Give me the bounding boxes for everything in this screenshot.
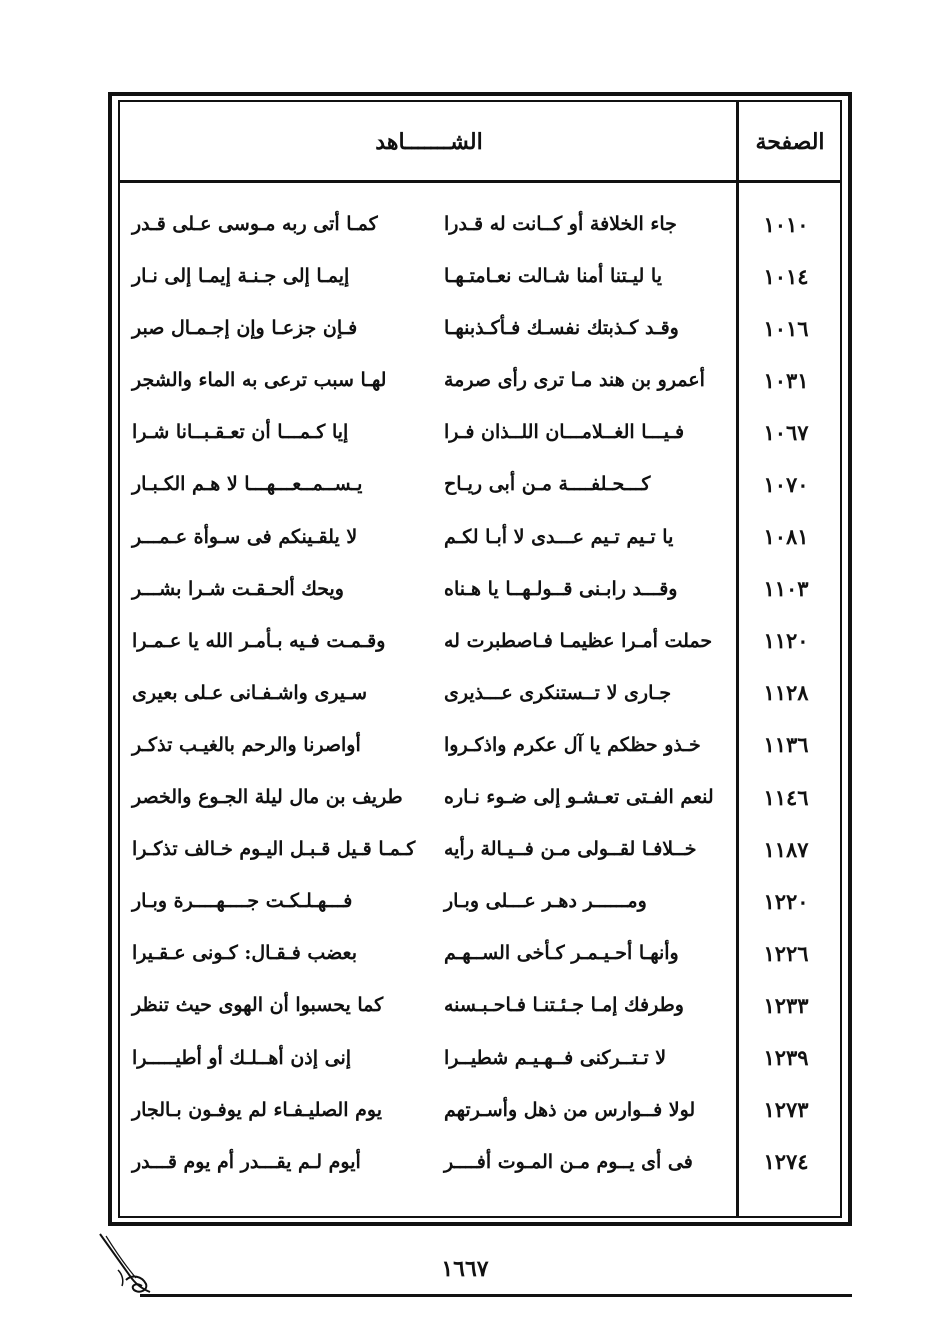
page-ref: ١٢٧٣ bbox=[763, 1097, 809, 1123]
verse-first-hemistich: ومــــــر دهـر عـــلى وبـار bbox=[444, 890, 647, 913]
verse-second-hemistich: يـســمــعـــهـــا لا هـم الكـبـار bbox=[132, 473, 363, 496]
verse-first-hemistich: لولا فــوارس من ذهل وأسـرتهم bbox=[444, 1098, 696, 1121]
verse-first-hemistich: حملت أمـرا عظيمـا فـاصطبرت له bbox=[444, 629, 713, 652]
table-row bbox=[124, 198, 838, 250]
page-ref: ١٢٣٩ bbox=[763, 1045, 809, 1070]
verse-first-hemistich: وقـد كـذبتك نفسـك فـأكـذبنهـا bbox=[444, 317, 679, 340]
verse-first-hemistich: يا ليـتنا أمنا شـالت نعـامتـهـا bbox=[444, 265, 662, 288]
page-number: ١٦٦٧ bbox=[441, 1256, 489, 1282]
table-row bbox=[124, 771, 838, 823]
table-row bbox=[124, 458, 838, 510]
verse-first-hemistich: وقـــد رابـنى قــولـهــا يا هـناه bbox=[444, 577, 678, 600]
verse-second-hemistich: يوم الصليـفـاء لم يوفـون بـالجار bbox=[132, 1098, 382, 1121]
verse-first-hemistich: جـارى لا تــستنكرى عـــذيرى bbox=[444, 681, 672, 704]
verse-first-hemistich: لنعم الفـتى تعـشـو إلى ضـوء نـاره bbox=[444, 786, 714, 809]
page-ref: ١٢٢٠ bbox=[763, 888, 809, 914]
verse-first-hemistich: خــلافـا لقــولى مـن فــيـالة رأيه bbox=[444, 838, 697, 861]
verse-second-hemistich: أيوم لـم يقـــدر أم يوم قـــدر bbox=[132, 1150, 361, 1173]
verse-second-hemistich: إيا كـمـــا أن تعـقـبــانا شـرا bbox=[132, 421, 349, 444]
verse-first-hemistich: وأنهـا أحـيـمـر كـأخى الســهـم bbox=[444, 942, 679, 965]
verse-second-hemistich: إيمـا إلى جـنـة إيمـا إلى نـار bbox=[132, 265, 350, 288]
verse-second-hemistich: فـإن جزعـا وإن إجـمـال صبر bbox=[132, 317, 358, 340]
verse-first-hemistich: خـذو حظكم يا آل عكرم واذكـروا bbox=[444, 733, 701, 756]
verse-second-hemistich: كمـا أتى ربه مـوسى عـلى قـدر bbox=[132, 213, 378, 235]
page-ref: ١٢٢٦ bbox=[763, 940, 809, 966]
header-divider bbox=[120, 180, 840, 183]
verse-second-hemistich: كما يحسبوا أن الهوى حيث تنظر bbox=[132, 994, 384, 1017]
page-ref: ١٢٣٣ bbox=[763, 992, 809, 1018]
page-ref: ١١٢٨ bbox=[763, 680, 809, 706]
header-witness-column: الشـــــــاهد bbox=[375, 129, 483, 155]
page-ref: ١١٨٧ bbox=[763, 836, 809, 862]
table-row bbox=[124, 1136, 838, 1188]
verse-second-hemistich: لا يلقـينكم فى سـوأة عـمـــر bbox=[132, 525, 358, 548]
page-ref: ١٠١٠ bbox=[763, 211, 809, 237]
verse-first-hemistich: أعمرو بن هند مـا ترى رأى صرمة bbox=[444, 369, 705, 392]
page-ref: ١٠٧٠ bbox=[763, 471, 809, 497]
verse-first-hemistich: فـيـــا الغــلامـــان اللــذان فـرا bbox=[444, 421, 685, 444]
verse-second-hemistich: كـمـا قـيل قـبـل اليـوم خـالف تذكـرا bbox=[132, 838, 416, 861]
page-ref: ١١٠٣ bbox=[763, 576, 809, 602]
footer-rule bbox=[140, 1294, 852, 1297]
page-ref: ١١٣٦ bbox=[763, 732, 809, 758]
verse-second-hemistich: سـيرى واشـفـانى عـلى بعيرى bbox=[132, 681, 368, 704]
page-ref: ١٠٨١ bbox=[763, 524, 809, 550]
table-row bbox=[124, 979, 838, 1031]
table-row bbox=[124, 615, 838, 667]
header-page-column: الصفحة bbox=[755, 129, 825, 155]
verse-second-hemistich: أواصرنا والرحم بالغيـب تذكـر bbox=[132, 733, 361, 756]
table-row bbox=[124, 1084, 838, 1136]
verse-second-hemistich: ويحك ألحـقـت شـرا بشـــر bbox=[132, 577, 344, 600]
table-row bbox=[124, 511, 838, 563]
table-row bbox=[124, 927, 838, 979]
verse-first-hemistich: لا تـتــركنى فــهـيـم شطيــرا bbox=[444, 1046, 667, 1069]
table-row bbox=[124, 719, 838, 771]
table-row bbox=[124, 823, 838, 875]
witness-table-body bbox=[124, 198, 838, 1188]
table-row bbox=[124, 1032, 838, 1084]
verse-second-hemistich: وقـمـت فـيه بـأمـر الله يا عـمـرا bbox=[132, 629, 386, 652]
page-ref: ١٠١٦ bbox=[763, 315, 809, 341]
page-ref: ١٠٣١ bbox=[763, 367, 809, 393]
verse-second-hemistich: فـــهـلـكـت جــــهــــرة وبـار bbox=[132, 890, 353, 913]
quill-ornament-icon bbox=[96, 1228, 166, 1300]
verse-first-hemistich: وطرفك إمـا جـئـتنـا فـاحـبـسنه bbox=[444, 994, 684, 1017]
table-row bbox=[124, 667, 838, 719]
verse-first-hemistich: يا تـيم تـيم عـــدى لا أبـا لكـم bbox=[444, 525, 674, 548]
table-row bbox=[124, 250, 838, 302]
verse-second-hemistich: لهـا سبب ترعى به الماء والشجر bbox=[132, 369, 387, 392]
verse-second-hemistich: إنى إذن أهــلـك أو أطيـــــرا bbox=[132, 1046, 352, 1069]
table-row bbox=[124, 406, 838, 458]
page-ref: ١٢٧٤ bbox=[763, 1149, 809, 1175]
verse-second-hemistich: بعضب فـقـال: كـونى عـقـيرا bbox=[132, 942, 357, 965]
page-ref: ١١٢٠ bbox=[763, 628, 809, 654]
table-row bbox=[124, 354, 838, 406]
table-row bbox=[124, 875, 838, 927]
verse-first-hemistich: جاء الخلافة أو كــانت له قـدرا bbox=[444, 213, 677, 235]
verse-first-hemistich: كـــحـلفــــة مـن أبى ريـاح bbox=[444, 473, 651, 496]
page-ref: ١٠١٤ bbox=[763, 263, 809, 289]
table-row bbox=[124, 302, 838, 354]
page-ref: ١١٤٦ bbox=[763, 784, 809, 810]
page-ref: ١٠٦٧ bbox=[763, 419, 809, 445]
verse-second-hemistich: طريف بن مال ليلة الجـوع والخصر bbox=[132, 786, 403, 809]
verse-first-hemistich: فى أى يــوم مـن المـوت أفــــر bbox=[444, 1150, 693, 1173]
table-row bbox=[124, 563, 838, 615]
